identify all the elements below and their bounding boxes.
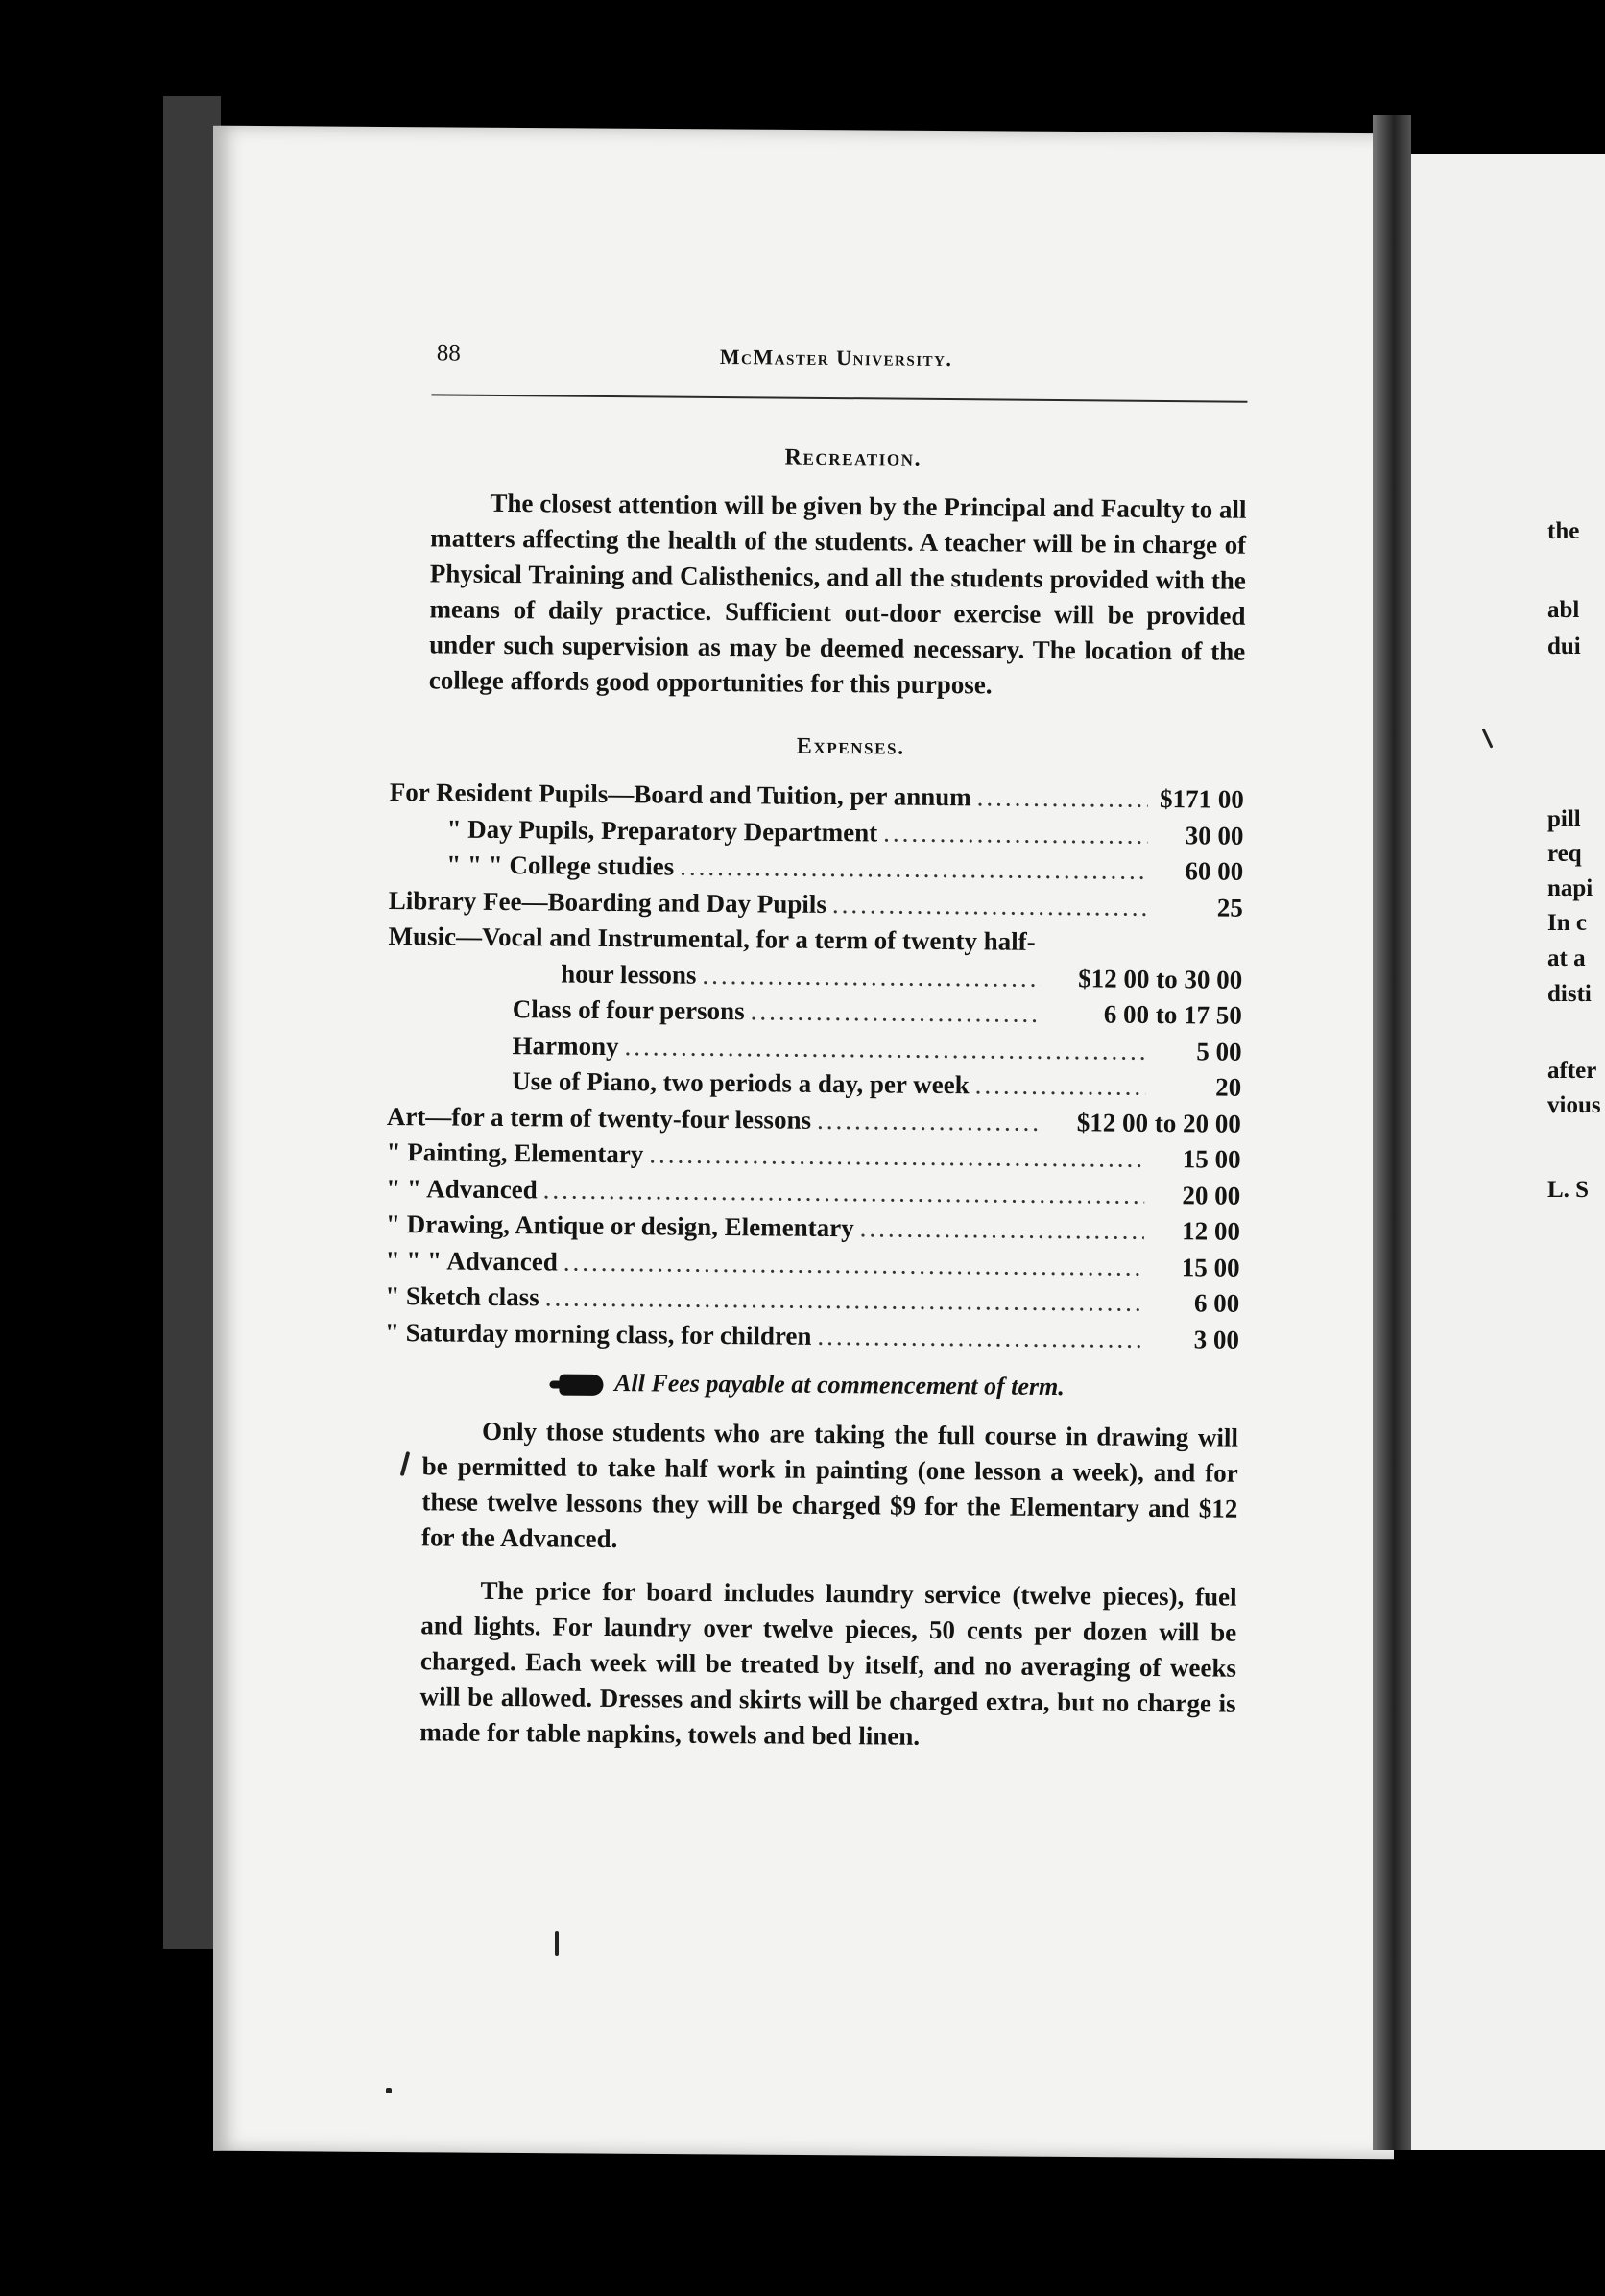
fee-label: hour lessons (561, 959, 697, 990)
pointing-hand-icon (559, 1375, 603, 1396)
facing-page-fragment: req (1547, 841, 1582, 867)
expenses-heading: Expenses. (796, 733, 905, 760)
facing-page-fragment: L. S (1547, 1177, 1590, 1203)
dot-leader (854, 1213, 1144, 1246)
fees-note (384, 1367, 1238, 1403)
running-head (393, 336, 1247, 401)
fee-label: " Painting, Elementary (386, 1136, 644, 1169)
recreation-heading: Recreation. (784, 444, 922, 471)
facing-page-fragment: at a (1547, 945, 1586, 971)
dot-leader (970, 1070, 1146, 1102)
facing-page-fragment: In c (1547, 910, 1587, 936)
fee-amount: 60 00 (1185, 856, 1244, 886)
fee-amount: 6 00 to 17 50 (1103, 999, 1242, 1030)
fee-amount: $12 00 to 20 00 (1076, 1107, 1242, 1138)
facing-page-fragment: abl (1547, 597, 1580, 623)
fee-amount: 5 00 (1196, 1036, 1242, 1066)
scan-speck (555, 1931, 559, 1956)
fee-amount: 12 00 (1182, 1216, 1241, 1246)
fee-amount: $171 00 (1159, 783, 1244, 814)
fee-label: " " " Advanced (385, 1245, 558, 1277)
fee-label: " Drawing, Antique or design, Elementary (385, 1208, 854, 1243)
facing-page-fragment: napi (1547, 875, 1593, 901)
running-title: McMaster University. (719, 344, 953, 371)
fee-row (385, 1317, 1239, 1360)
fee-label: Class of four persons (512, 994, 745, 1026)
fee-amount: 15 00 (1181, 1252, 1240, 1282)
fee-label: " " " College studies (446, 849, 675, 881)
dot-leader (877, 818, 1148, 849)
book-cover-edge (163, 96, 221, 1949)
fee-amount: 3 00 (1193, 1324, 1240, 1354)
dot-leader (539, 1282, 1144, 1317)
fee-label: " " Advanced (386, 1173, 538, 1204)
facing-page-fragment: dui (1547, 634, 1581, 659)
fee-amount: 30 00 (1185, 820, 1244, 850)
fee-label: Use of Piano, two periods a day, per week (512, 1066, 970, 1100)
board-paragraph: The price for board includes laundry service (twelve pieces), fuel and lights. For laundry over twelve pieces, 50 cents per dozen will be charged. Each week will be treated by itself, and no averaging of weeks will be allowed. Dresses and skirts will be charged extra, but no charge is made for table napkins, towels and bed linen. (419, 1575, 1237, 1751)
fee-amount: 6 00 (1193, 1288, 1240, 1318)
fee-amount (1146, 951, 1242, 952)
facing-page-fragment: after (1547, 1058, 1597, 1084)
dot-leader (618, 1032, 1145, 1066)
drawing-paragraph: Only those students who are taking the full course in drawing will be permitted to take half work in painting (one lesson a week), and for these twelve lessons they will be charged $9 for the Elementary and $12 for the Advanced. (420, 1416, 1239, 1554)
fee-amount: 20 00 (1182, 1180, 1241, 1210)
facing-page-fragment: the (1547, 518, 1580, 544)
dot-leader (643, 1139, 1145, 1174)
fee-amount: 25 (1216, 893, 1243, 922)
fee-amount: 15 00 (1182, 1144, 1241, 1174)
dot-leader (811, 1321, 1143, 1353)
fee-label: Music—Vocal and Instrumental, for a term of twenty half- (388, 921, 1036, 956)
page-content (381, 336, 1248, 1758)
fee-label: " Saturday morning class, for children (384, 1317, 812, 1351)
dot-leader (696, 960, 1041, 993)
facing-page-fragment: disti (1547, 981, 1592, 1007)
fees-note-text: All Fees payable at commencement of term. (614, 1369, 1065, 1401)
page-number: 88 (436, 340, 461, 367)
dot-leader (538, 1175, 1145, 1210)
facing-page-fragment: pill (1547, 806, 1581, 832)
fee-amount: 20 (1215, 1072, 1242, 1102)
header-rule (431, 394, 1247, 402)
fee-label: Harmony (512, 1030, 619, 1061)
facing-page-fragment: vious (1547, 1092, 1601, 1118)
dot-leader (826, 889, 1147, 921)
scan-speck (386, 2088, 392, 2093)
recreation-paragraph: The closest attention will be given by the Principal and Faculty to all matters affecting the health of the students. A teacher will be in charge of Physical Training and Calisthenics, and all the students provided with the means of daily practice. Sufficient out-door exercise will be provided under such supervision as may be deemed necessary. The location of the college affords good opportunities for this purpose. (428, 488, 1247, 700)
fee-label: Library Fee—Boarding and Day Pupils (388, 885, 827, 919)
fee-label: " Day Pupils, Preparatory Department (446, 814, 878, 847)
dot-leader (745, 996, 1041, 1029)
fees-table (385, 777, 1244, 1361)
book-gutter (1373, 115, 1411, 2150)
dot-leader (558, 1247, 1144, 1281)
dot-leader (811, 1105, 1040, 1136)
fee-label: For Resident Pupils—Board and Tuition, per annum (389, 777, 971, 812)
facing-page (1411, 154, 1605, 2150)
fee-amount: $12 00 to 30 00 (1078, 963, 1243, 994)
fee-label: " Sketch class (385, 1280, 539, 1312)
fee-label: Art—for a term of twenty-four lessons (386, 1101, 812, 1135)
dot-leader (674, 852, 1147, 886)
dot-leader (971, 782, 1148, 814)
